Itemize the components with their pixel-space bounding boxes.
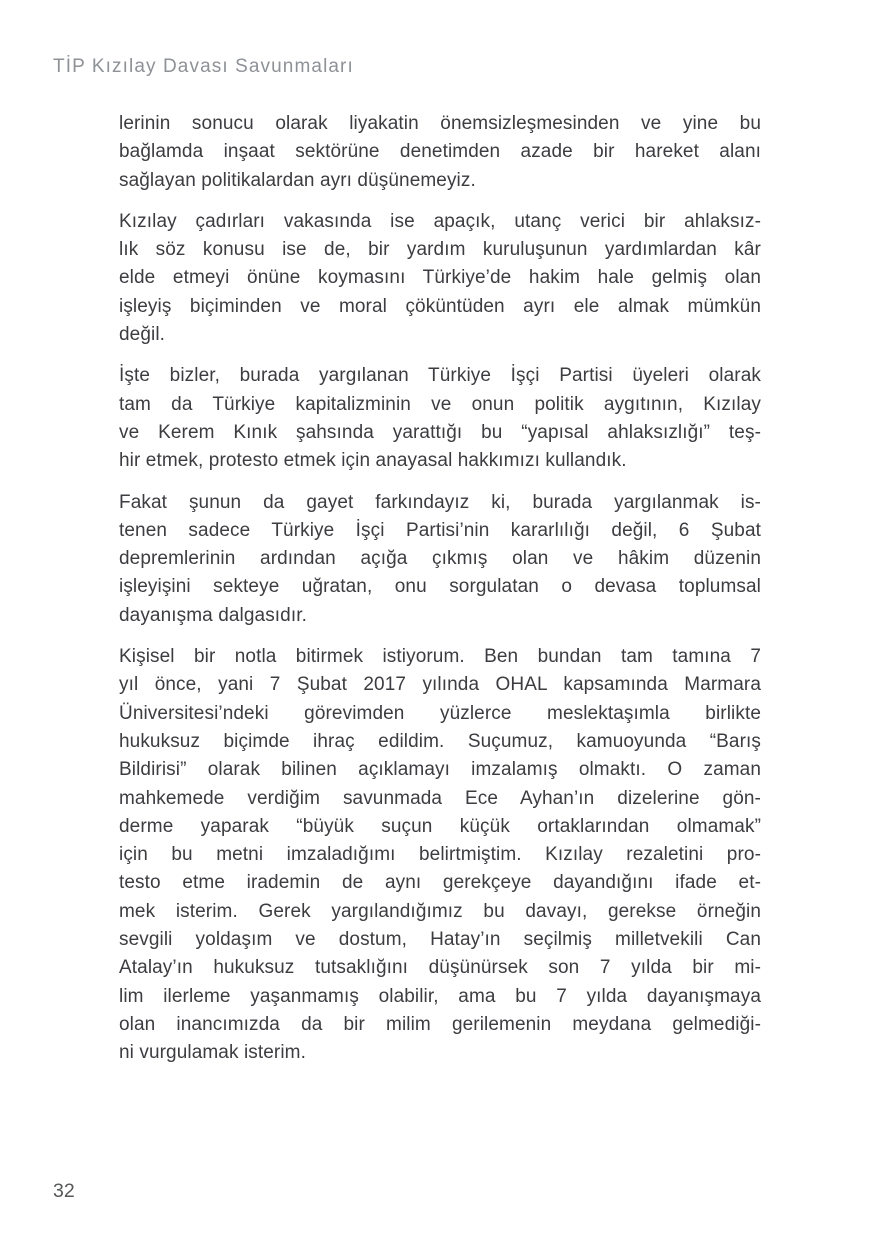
text-line: lim ilerleme yaşanmamış olabilir, ama bu 7 yılda dayanışmaya: [119, 985, 761, 1007]
text-line: lık söz konusu ise de, bir yardım kuruluşunun yardımlardan kâr: [119, 239, 761, 261]
text-line: depremlerinin ardından açığa çıkmış olan ve hâkim düzenin: [119, 548, 761, 570]
text-line: Fakat şunun da gayet farkındayız ki, burada yargılanmak is-: [119, 491, 761, 513]
paragraph: [119, 208, 761, 349]
text-line: ni vurgulamak isterim.: [119, 1042, 306, 1064]
paragraph: [119, 362, 761, 475]
text-line: mek isterim. Gerek yargılandığımız bu davayı, gerekse örneğin: [119, 900, 761, 922]
text-line: ve Kerem Kınık şahsında yarattığı bu “yapısal ahlaksızlığı” teş-: [119, 421, 761, 443]
paragraph: [119, 489, 761, 630]
text-line: Kişisel bir notla bitirmek istiyorum. Ben bundan tam tamına 7: [119, 646, 761, 668]
text-line: sağlayan politikalardan ayrı düşünemeyiz.: [119, 169, 476, 191]
text-line: hir etmek, protesto etmek için anayasal hakkımızı kullandık.: [119, 450, 627, 472]
running-header-title: TİP Kızılay Davası Savunmaları: [53, 56, 354, 77]
text-line: mahkemede verdiğim savunmada Ece Ayhan’ın dizelerine gön-: [119, 787, 761, 809]
paragraph: [119, 643, 761, 1067]
text-line: İşte bizler, burada yargılanan Türkiye İşçi Partisi üyeleri olarak: [119, 365, 761, 387]
text-line: işleyiş biçiminden ve moral çöküntüden ayrı ele almak mümkün: [119, 295, 761, 317]
text-line: dayanışma dalgasıdır.: [119, 604, 307, 626]
text-line: Üniversitesi’ndeki görevimden yüzlerce meslektaşımla birlikte: [119, 702, 761, 724]
text-line: sevgili yoldaşım ve dostum, Hatay’ın seçilmiş milletvekili Can: [119, 929, 761, 951]
text-line: Bildirisi” olarak bilinen açıklamayı imzalamış olmaktı. O zaman: [119, 759, 761, 781]
page-number: 32: [53, 1180, 75, 1202]
body-text: [119, 110, 761, 1081]
text-line: işleyişini sekteye uğratan, onu sorgulatan o devasa toplumsal: [119, 576, 761, 598]
text-line: tam da Türkiye kapitalizminin ve onun politik aygıtının, Kızılay: [119, 393, 761, 415]
text-line: için bu metni imzaladığımı belirtmiştim. Kızılay rezaletini pro-: [119, 844, 761, 866]
text-line: testo etme irademin de aynı gerekçeye dayandığını ifade et-: [119, 872, 761, 894]
text-line: lerinin sonucu olarak liyakatin önemsizleşmesinden ve yine bu: [119, 113, 761, 134]
text-line: hukuksuz biçimde ihraç edildim. Suçumuz, kamuoyunda “Barış: [119, 730, 761, 752]
text-line: tenen sadece Türkiye İşçi Partisi’nin kararlılığı değil, 6 Şubat: [119, 519, 761, 541]
paragraph: [119, 110, 761, 195]
text-line: değil.: [119, 324, 166, 346]
text-line: Kızılay çadırları vakasında ise apaçık, utanç verici bir ahlaksız-: [119, 210, 761, 232]
text-line: yıl önce, yani 7 Şubat 2017 yılında OHAL kapsamında Marmara: [119, 674, 761, 696]
text-line: olan inancımızda da bir milim gerilemenin meydana gelmediği-: [119, 1013, 761, 1035]
text-line: elde etmeyi önüne koymasını Türkiye’de hakim hale gelmiş olan: [119, 267, 761, 289]
text-line: derme yaparak “büyük suçun küçük ortaklarından olmamak”: [119, 815, 761, 837]
text-line: Atalay’ın hukuksuz tutsaklığını düşünürsek son 7 yılda bir mi-: [119, 957, 761, 979]
text-line: bağlamda inşaat sektörüne denetimden azade bir hareket alanı: [119, 141, 761, 163]
